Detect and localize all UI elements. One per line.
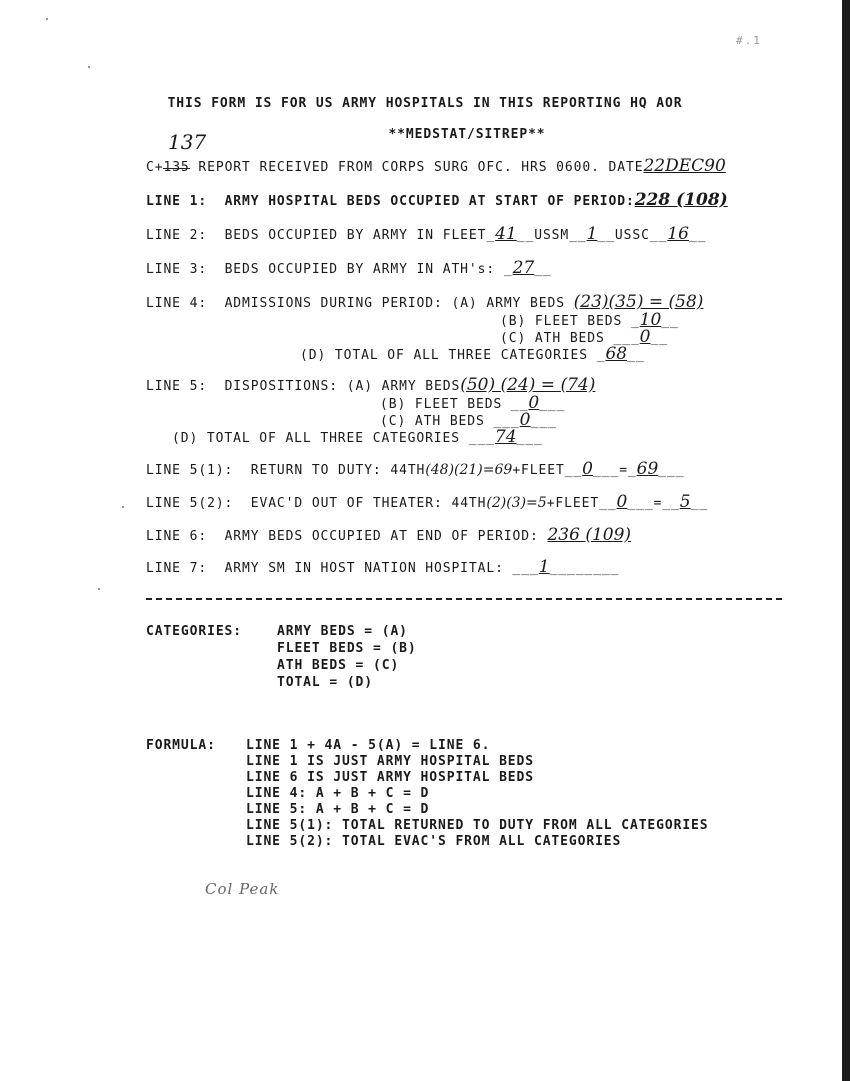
line-6 (146, 525, 631, 545)
line-2-fleet-value: 41 (495, 224, 517, 244)
formula-item: LINE 1 + 4A - 5(A) = LINE 6. (246, 738, 491, 753)
handwritten-report-number: 137 (168, 130, 207, 154)
line-5c-value: 0 (519, 410, 531, 430)
line-2-ussc-value: 16 (667, 224, 689, 244)
line-1-value: 228 (108) (634, 190, 728, 210)
line-text: ARMY HOSPITAL BEDS OCCUPIED AT START OF PERIOD: (224, 194, 635, 209)
line-1 (146, 190, 728, 210)
report-date: 22DEC90 (643, 156, 726, 176)
category-c-label: (C) ATH BEDS (500, 331, 605, 346)
line-5-1-handwritten: (48)(21)=69 (425, 462, 513, 478)
category-item: ARMY BEDS = (A) (277, 624, 408, 639)
line-label: LINE 5: (146, 379, 208, 394)
line-5-2: LINE 5(2): EVAC'D OUT OF THEATER: 44TH(2)(3)=5+FLEET__0___=__5__ (146, 492, 709, 512)
line-text: RETURN TO DUTY: 44TH (250, 463, 426, 478)
category-item: TOTAL = (D) (277, 675, 373, 690)
fleet-label: +FLEET (512, 463, 565, 478)
form-subtitle: **MEDSTAT/SITREP** (388, 127, 546, 142)
category-item: ATH BEDS = (C) (277, 658, 400, 673)
scan-speck (98, 588, 100, 590)
line-4a-value: (23)(35) = (58) (573, 292, 704, 312)
report-text: REPORT RECEIVED FROM CORPS SURG OFC. HRS 0600. DATE (189, 160, 644, 175)
line-label: LINE 5(2): (146, 496, 234, 511)
line-7: LINE 7: ARMY SM IN HOST NATION HOSPITAL: ___1________ (146, 557, 620, 577)
line-label: LINE 5(1): (146, 463, 234, 478)
line-label: LINE 6: (146, 529, 208, 544)
line-text: ARMY SM IN HOST NATION HOSPITAL: (224, 561, 504, 576)
category-b-label: (B) FLEET BEDS (380, 397, 503, 412)
line-4d-value: 68 (605, 344, 628, 364)
line-5a-value: (50) (24) = (74) (460, 375, 596, 395)
handwritten-signature: Col Peak (205, 880, 280, 898)
category-b-label: (B) FLEET BEDS (500, 314, 623, 329)
line-4c: (C) ATH BEDS ___0__ (500, 327, 668, 347)
line-label: LINE 2: (146, 228, 208, 243)
line-5-1-fleet-value: 0 (582, 459, 593, 479)
categories-label: CATEGORIES: (146, 624, 242, 639)
page-mark: #.1 (736, 34, 762, 47)
form-title: THIS FORM IS FOR US ARMY HOSPITALS IN THIS REPORTING HQ AOR (167, 96, 683, 111)
line-label: LINE 1: (146, 194, 208, 209)
line-5d: (D) TOTAL OF ALL THREE CATEGORIES ___74___ (172, 427, 543, 447)
formula-item: LINE 5(2): TOTAL EVAC'S FROM ALL CATEGORIES (246, 834, 622, 849)
line-5b-value: 0 (528, 393, 540, 413)
line-text: EVAC'D OUT OF THEATER: 44TH (250, 496, 487, 511)
line-text: DISPOSITIONS: (224, 379, 339, 394)
line-4b-value: 10 (639, 310, 662, 330)
line-4c-value: 0 (639, 327, 651, 347)
line-text: ADMISSIONS DURING PERIOD: (224, 296, 443, 311)
line-text: BEDS OCCUPIED BY ARMY IN FLEET (224, 228, 487, 243)
line-3: LINE 3: BEDS OCCUPIED BY ARMY IN ATH's: _27__ (146, 258, 552, 278)
line-5-2-handwritten: (2)(3)=5 (486, 495, 547, 511)
struck-report-number: 135 (163, 160, 190, 175)
ussc-label: USSC (614, 228, 650, 243)
category-d-label: (D) TOTAL OF ALL THREE CATEGORIES (172, 431, 460, 446)
formula-label: FORMULA: (146, 738, 216, 753)
scan-speck (46, 18, 48, 20)
scan-speck (88, 66, 90, 68)
report-line (146, 156, 726, 176)
formula-item: LINE 5: A + B + C = D (246, 802, 430, 817)
line-4b: (B) FLEET BEDS _10__ (500, 310, 679, 330)
line-5c: (C) ATH BEDS ___0___ (380, 410, 557, 430)
category-d-label: (D) TOTAL OF ALL THREE CATEGORIES (300, 348, 588, 363)
line-7-value: 1 (538, 557, 550, 577)
dashed-divider (146, 598, 782, 600)
fleet-label: +FLEET (546, 496, 600, 511)
scan-edge (842, 0, 850, 1081)
category-item: FLEET BEDS = (B) (277, 641, 417, 656)
line-2-ussm-value: 1 (586, 224, 598, 244)
line-text: ARMY BEDS OCCUPIED AT END OF PERIOD: (224, 529, 539, 544)
category-a-label: (A) ARMY BEDS (451, 296, 565, 311)
line-5-1: LINE 5(1): RETURN TO DUTY: 44TH(48)(21)=69+FLEET__0___=_69___ (146, 459, 685, 479)
line-4d: (D) TOTAL OF ALL THREE CATEGORIES _68__ (300, 344, 645, 364)
formula-item: LINE 4: A + B + C = D (246, 786, 430, 801)
report-prefix: C+ (146, 160, 164, 175)
line-5-2-total: 5 (679, 492, 691, 512)
category-a-label: (A) ARMY BEDS (346, 379, 461, 394)
category-c-label: (C) ATH BEDS (380, 414, 485, 429)
line-5-1-total: 69 (636, 459, 659, 479)
line-label: LINE 3: (146, 262, 208, 277)
line-label: LINE 7: (146, 561, 208, 576)
formula-item: LINE 5(1): TOTAL RETURNED TO DUTY FROM ALL CATEGORIES (246, 818, 709, 833)
formula-item: LINE 1 IS JUST ARMY HOSPITAL BEDS (246, 754, 534, 769)
formula-item: LINE 6 IS JUST ARMY HOSPITAL BEDS (246, 770, 534, 785)
line-5-2-fleet-value: 0 (616, 492, 628, 512)
equals-sign: = (619, 463, 628, 478)
line-2: LINE 2: BEDS OCCUPIED BY ARMY IN FLEET_41__USSM__1__USSC__16__ (146, 224, 707, 244)
line-text: BEDS OCCUPIED BY ARMY IN ATH's: (224, 262, 496, 277)
line-5d-value: 74 (494, 427, 517, 447)
scan-speck (122, 506, 124, 508)
equals-sign: = (653, 496, 663, 511)
ussm-label: USSM (534, 228, 570, 243)
line-4 (146, 292, 703, 312)
line-6-value: 236 (109) (547, 525, 632, 545)
line-label: LINE 4: (146, 296, 208, 311)
line-5b: (B) FLEET BEDS __0___ (380, 393, 566, 413)
line-3-value: 27 (512, 258, 535, 278)
line-5 (146, 375, 595, 395)
